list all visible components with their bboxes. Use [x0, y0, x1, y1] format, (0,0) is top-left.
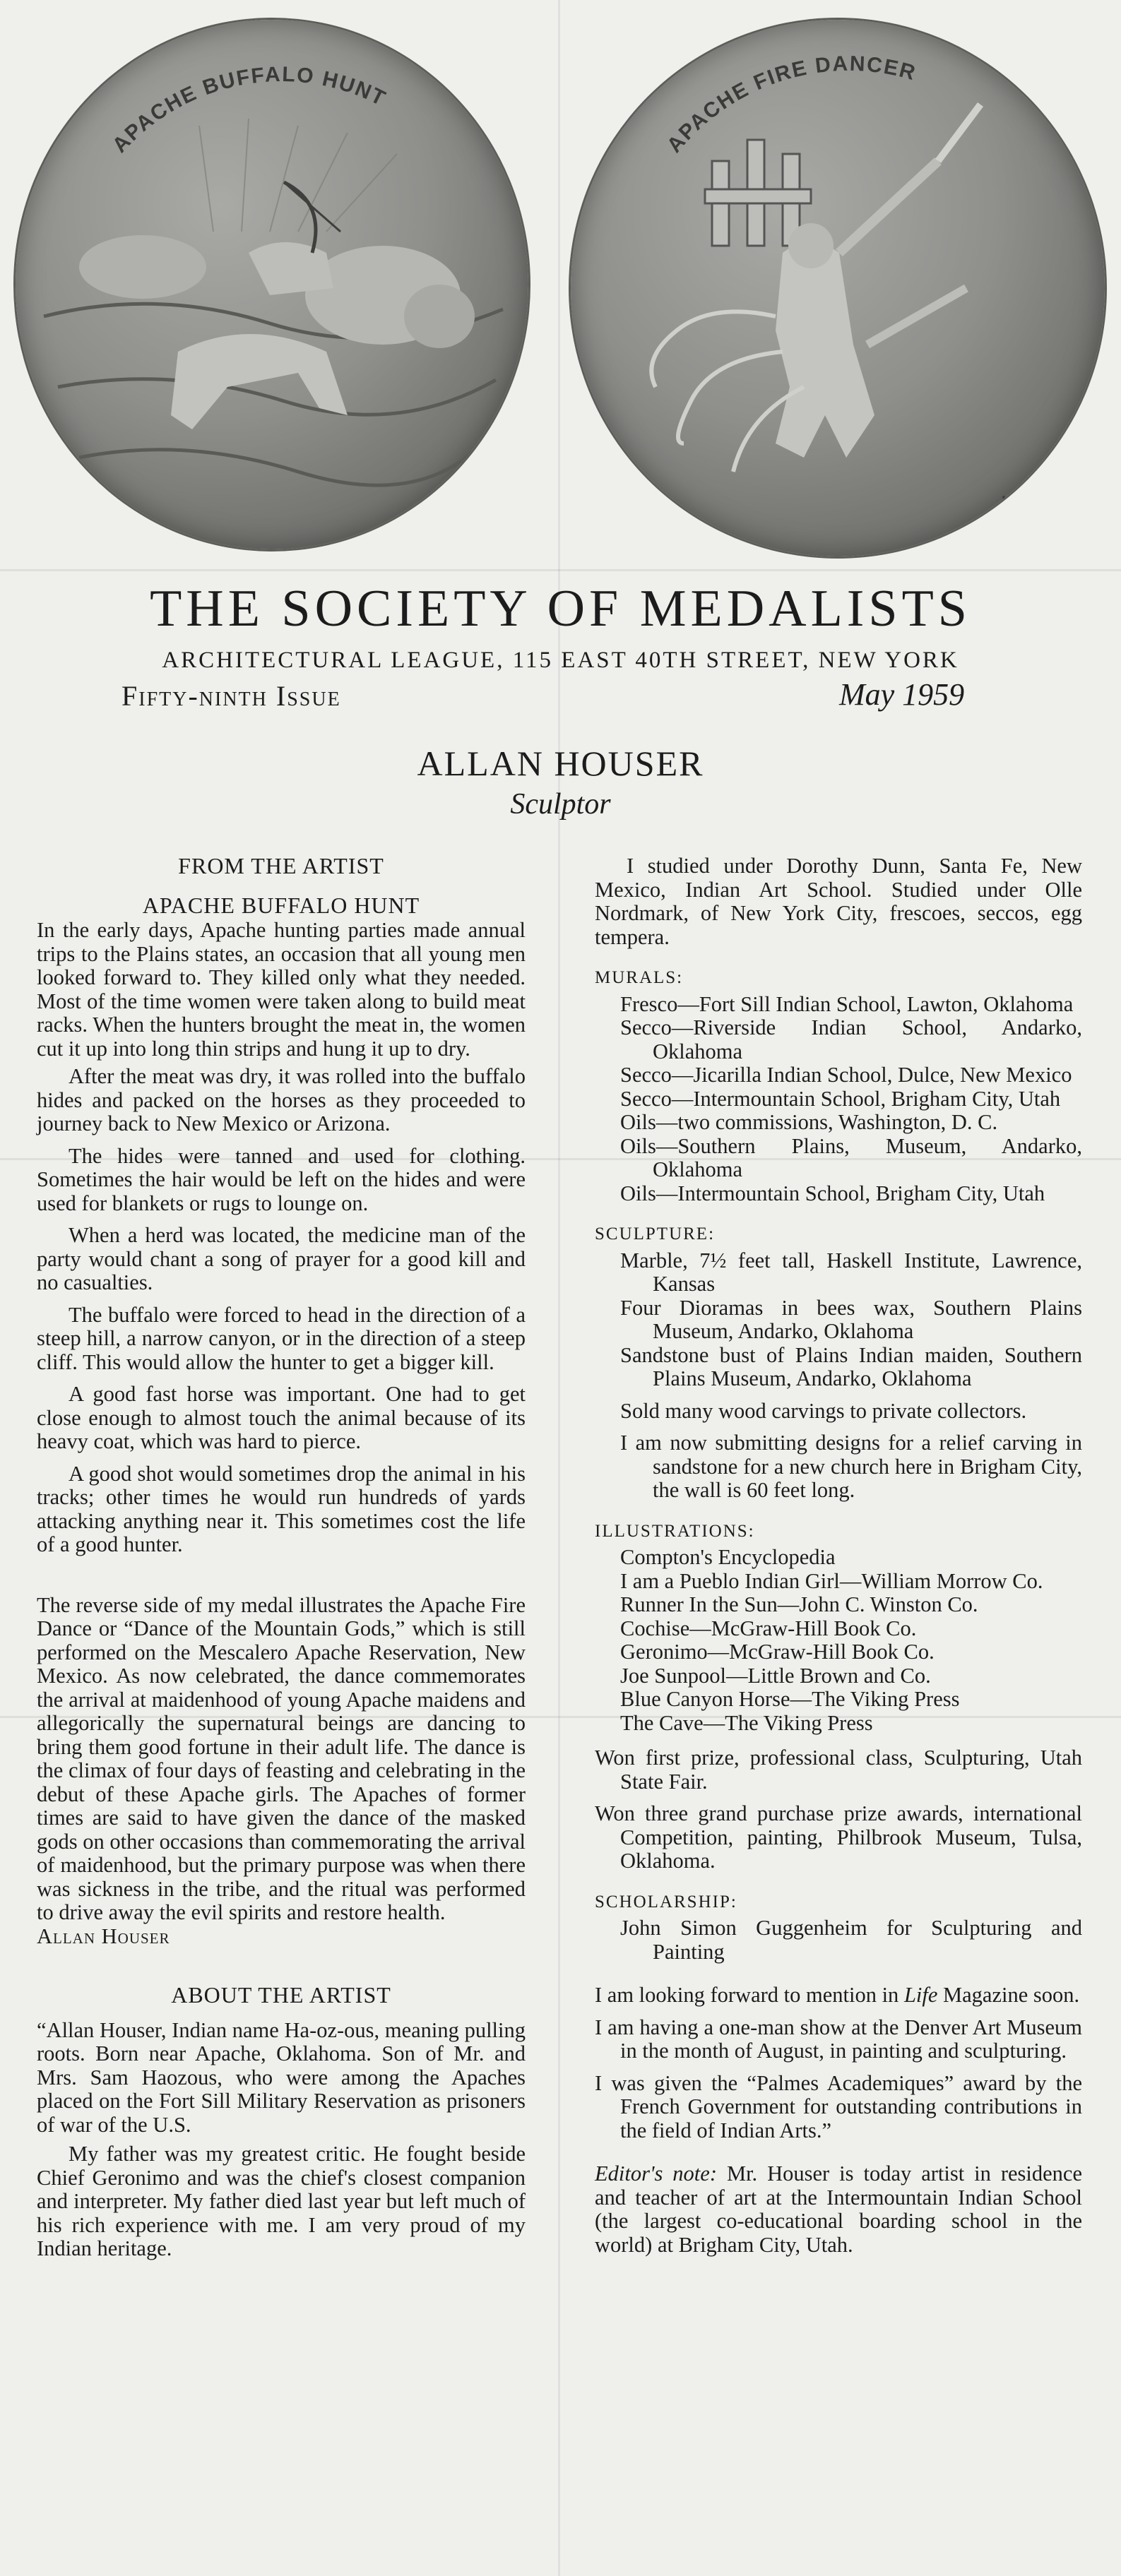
sculpture-item: Sandstone bust of Plains Indian maiden, Southern Plains Museum, Andarko, Oklahoma: [620, 1342, 1082, 1390]
hunt-paragraph: A good shot would sometimes drop the animal in his tracks; other times he would run hundreds of yards attacking anything near it. This sometimes cost the life of a good hunter.: [37, 1461, 526, 1556]
buffalo-hunt-heading: APACHE BUFFALO HUNT: [142, 892, 420, 918]
illustrations-heading: ILLUSTRATIONS:: [595, 1521, 755, 1541]
mural-item: Secco—Riverside Indian School, Andarko, Oklahoma: [620, 1015, 1082, 1063]
sculpture-item: Sold many wood carvings to private collectors.: [620, 1398, 1027, 1423]
artist-signature: Allan Houser: [37, 1924, 170, 1948]
award-item: Won first prize, professional class, Sculpturing, Utah State Fair.: [595, 1746, 1082, 1794]
scholarship-heading: SCHOLARSHIP:: [595, 1892, 737, 1912]
right-column: [595, 854, 1082, 2257]
publication-address: ARCHITECTURAL LEAGUE, 115 EAST 40TH STREET, NEW YORK: [162, 648, 959, 673]
buffalo-hunt-medal: [16, 20, 528, 549]
award-item: Won three grand purchase prize awards, international Competition, painting, Philbrook Museum, Tulsa, Oklahoma.: [595, 1801, 1082, 1873]
left-column: [37, 854, 526, 2261]
medal-images: [0, 0, 1121, 565]
about-artist-heading: ABOUT THE ARTIST: [171, 1982, 391, 2008]
murals-list: [595, 993, 1082, 1206]
illustration-item: Blue Canyon Horse—The Viking Press: [620, 1687, 960, 1711]
illustration-item: Runner In the Sun—John C. Winston Co.: [620, 1592, 978, 1616]
mural-item: Secco—Intermountain School, Brigham City, Utah: [620, 1086, 1061, 1111]
editor-note-label: Editor's note:: [595, 2161, 717, 2186]
fire-dance-paragraph: The reverse side of my medal illustrates the Apache Fire Dance or “Dance of the Mountain Gods,” which is still performed on the Mescalero Apache Reservation, New Mexico. As now celebrated, the dance commemorates the arrival at maidenhood of young Apache maidens and allegorically the supernatural beings are dancing to bring them good fortune in their adult life. The dance is the climax of four days of feasting and celebrating in the debut of these Apache girls. The Apaches of former times are said to have given the dance of the masked gods on other occasions than commemorating the arrival of maidenhood, but the primary purpose was when there was sickness in the tribe, and the ritual was performed to drive away the evil spirits and restore health.: [37, 1592, 526, 1924]
editor-note-text: Mr. Houser is today artist in residence and teacher of art at the Intermountain Indian School (the largest co-educational boarding school in the world) at Brigham City, Utah.: [595, 2161, 1082, 2257]
right-medal-legend: APACHE FIRE DANCER: [662, 52, 919, 157]
artist-name: ALLAN HOUSER: [417, 744, 704, 783]
education-paragraph: I studied under Dorothy Dunn, Santa Fe, New Mexico, Indian Art School. Studied under Olle Nordmark, of New York City, frescoes, seccos, egg tempera.: [595, 854, 1082, 949]
scholarship-item: John Simon Guggenheim for Sculpturing and Painting: [620, 1916, 1082, 1964]
illustration-item: Compton's Encyclopedia: [620, 1545, 836, 1569]
right-medal-signature: HOUSER: [1002, 493, 1069, 511]
illustration-item: Cochise—McGraw-Hill Book Co.: [620, 1616, 917, 1640]
illustration-item: The Cave—The Viking Press: [620, 1710, 873, 1735]
section-divider: [37, 1557, 526, 1594]
illustration-item: Geronimo—McGraw-Hill Book Co.: [620, 1640, 935, 1664]
about-paragraph: My father was my greatest critic. He fought beside Chief Geronimo and was the chief's closest companion and interpreter. My father died last year but left much of his rich experience with me. I am very proud of my Indian heritage.: [37, 2142, 526, 2260]
issue-number: Fifty-ninth Issue: [121, 680, 341, 712]
left-medal-legend: APACHE BUFFALO HUNT: [107, 62, 391, 157]
hunt-paragraph: When a herd was located, the medicine man of the party would chant a song of prayer for a good kill and no casualties.: [37, 1223, 526, 1294]
mural-item: Oils—two commissions, Washington, D. C.: [620, 1110, 998, 1134]
buffalo-hunt-relief: [16, 20, 528, 549]
life-magazine-note: [595, 1984, 1082, 2008]
sculpture-heading: SCULPTURE:: [595, 1224, 716, 1244]
issue-date: May 1959: [839, 677, 965, 712]
illustrations-list: [595, 1546, 1082, 1735]
illustration-item: I am a Pueblo Indian Girl—William Morrow Co.: [620, 1568, 1043, 1593]
about-paragraph: “Allan Houser, Indian name Ha-oz-ous, meaning pulling roots. Born near Apache, Oklahoma. Son of Mr. and Mrs. Sam Haozous, who were among the Apaches placed on the Fort Sill Military Reservation as prisoners of war of the U.S.: [37, 2017, 526, 2137]
fire-dancer-relief: [571, 20, 1105, 556]
murals-heading: MURALS:: [595, 968, 684, 987]
from-artist-heading: FROM THE ARTIST: [178, 853, 384, 878]
publication-title: THE SOCIETY OF MEDALISTS: [150, 580, 971, 638]
mural-item: Oils—Southern Plains, Museum, Andarko, Oklahoma: [620, 1133, 1082, 1181]
hunt-paragraph: The hides were tanned and used for clothing. Sometimes the hair would be left on the hides and were used for blankets or rugs to lounge on.: [37, 1143, 526, 1215]
closing-item: I am having a one-man show at the Denver Art Museum in the month of August, in painting and sculpturing.: [595, 2015, 1082, 2063]
sculpture-item: I am now submitting designs for a relief carving in sandstone for a new church here in Brigham City, the wall is 60 feet long.: [620, 1431, 1082, 1502]
life-text-before: I am looking forward to mention in: [595, 1983, 904, 2007]
illustration-item: Joe Sunpool—Little Brown and Co.: [620, 1663, 931, 1688]
horizontal-fold: [0, 569, 1121, 571]
hunt-paragraph: The buffalo were forced to head in the direction of a steep hill, a narrow canyon, or in the direction of a steep cliff. This would allow the hunter to get a bigger kill.: [37, 1302, 526, 1374]
life-text-after: Magazine soon.: [937, 1983, 1080, 2007]
life-magazine-title: Life: [903, 1983, 938, 2007]
hunt-paragraph: In the early days, Apache hunting parties made annual trips to the Plains states, an occasion that all young men looked forward to. They killed only what they needed. Most of the time women were taken along to build meat racks. When the hunters brought the meat in, the women cut it up into long thin strips and hung it up to dry.: [37, 918, 526, 1061]
sculpture-item: Marble, 7½ feet tall, Haskell Institute, Lawrence, Kansas: [620, 1248, 1082, 1296]
artist-role: Sculptor: [510, 788, 611, 821]
fire-dancer-medal: [571, 20, 1105, 556]
mural-item: Oils—Intermountain School, Brigham City, Utah: [620, 1181, 1045, 1205]
sculpture-item: Four Dioramas in bees wax, Southern Plains Museum, Andarko, Oklahoma: [620, 1295, 1082, 1343]
closing-item: I was given the “Palmes Academiques” award by the French Government for outstanding contributions in the field of Indian Arts.”: [595, 2070, 1082, 2142]
hunt-paragraph: A good fast horse was important. One had to get close enough to almost touch the animal because of its heavy coat, which was hard to pierce.: [37, 1382, 526, 1453]
mural-item: Secco—Jicarilla Indian School, Dulce, New Mexico: [620, 1063, 1072, 1087]
editor-note: [595, 2162, 1082, 2257]
hunt-paragraph: After the meat was dry, it was rolled into the buffalo hides and packed on the horses as they proceeded to journey back to New Mexico or Arizona.: [37, 1064, 526, 1135]
mural-item: Fresco—Fort Sill Indian School, Lawton, Oklahoma: [620, 991, 1074, 1016]
sculpture-list: [595, 1249, 1082, 1503]
